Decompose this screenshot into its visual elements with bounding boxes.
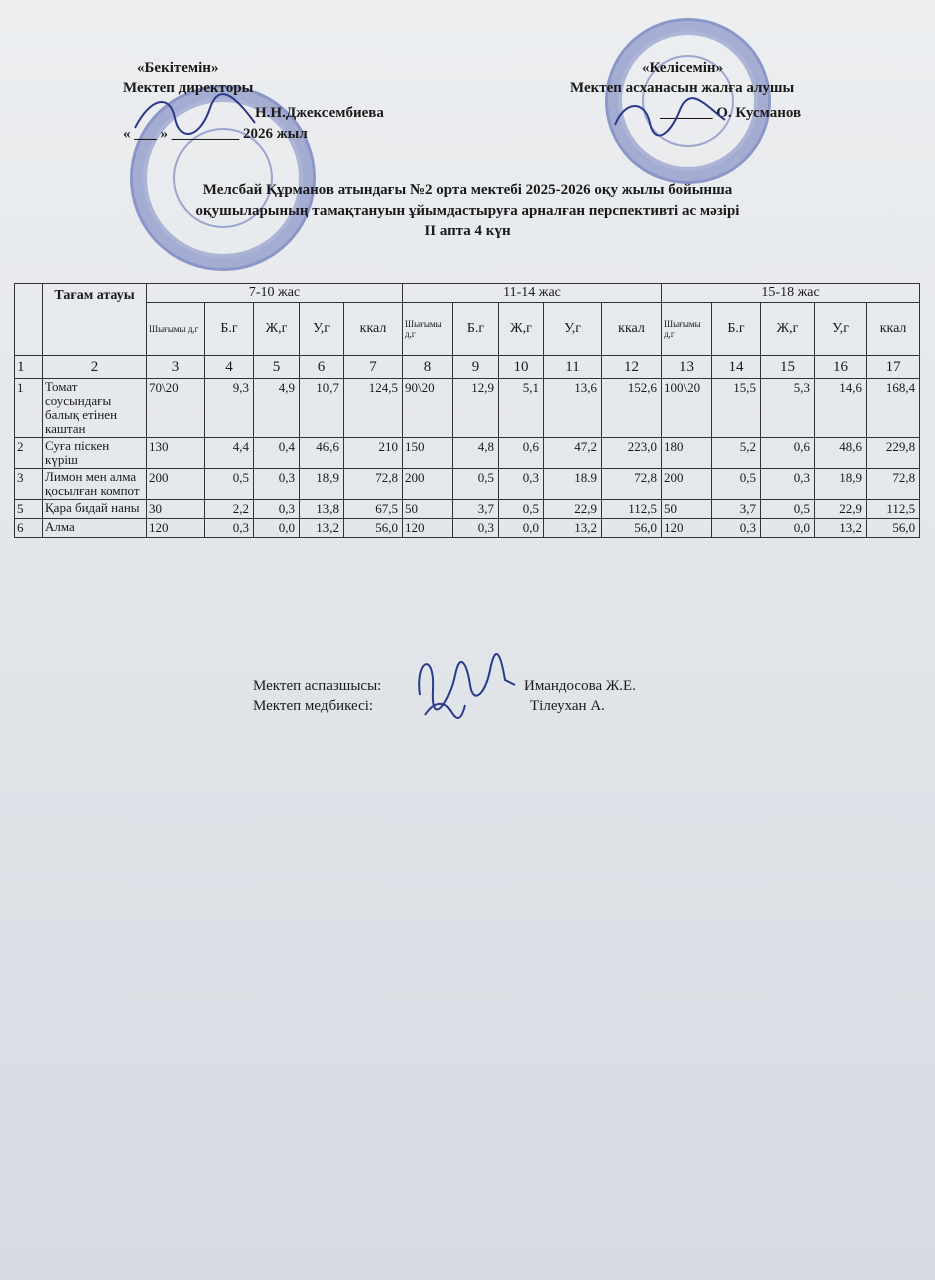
- menu-table: [14, 283, 920, 538]
- table-cell: 3,7: [453, 500, 499, 519]
- table-cell: 50: [403, 500, 453, 519]
- canteen-signature: [610, 95, 730, 140]
- table-cell: 168,4: [867, 379, 920, 438]
- dish-name: Томат соусындағы балық етінен каштан: [43, 379, 147, 438]
- table-cell: 0,3: [254, 500, 300, 519]
- director-name: Н.Н.Джексембиева: [255, 105, 384, 121]
- canteen-name: _______ О. Кусманов: [660, 105, 802, 121]
- row-number: 1: [15, 379, 43, 438]
- table-cell: 4,4: [205, 438, 254, 469]
- sub-header: У,г: [815, 303, 867, 356]
- table-cell: 56,0: [344, 519, 403, 538]
- director-role: Мектеп директоры: [123, 80, 254, 96]
- column-number: 6: [300, 356, 344, 379]
- title-line-1: Мелсбай Құрманов атындағы №2 орта мектебі 2025-2026 оқу жылы бойынша: [202, 182, 733, 198]
- table-cell: 15,5: [712, 379, 761, 438]
- nurse-name: Тілеухан А.: [530, 698, 605, 714]
- row-number: 2: [15, 438, 43, 469]
- menu-body: [15, 379, 920, 538]
- column-number: 5: [254, 356, 300, 379]
- age-group-header: 7-10 жас: [147, 284, 403, 303]
- table-cell: 14,6: [815, 379, 867, 438]
- table-cell: 200: [403, 469, 453, 500]
- table-cell: 130: [147, 438, 205, 469]
- name-header: Тағам атауы: [43, 284, 147, 356]
- approval-date: « ___ » _________ 2026 жыл: [123, 126, 308, 142]
- table-row: [15, 379, 920, 438]
- dish-name: Суға піскен күріш: [43, 438, 147, 469]
- table-cell: 13,2: [544, 519, 602, 538]
- cook-name: Имандосова Ж.Е.: [524, 678, 636, 694]
- table-cell: 0,3: [761, 469, 815, 500]
- table-cell: 10,7: [300, 379, 344, 438]
- agree-label: «Келісемін»: [642, 60, 724, 76]
- sub-header: Б.г: [205, 303, 254, 356]
- table-cell: 112,5: [867, 500, 920, 519]
- table-cell: 223,0: [602, 438, 662, 469]
- table-cell: 200: [147, 469, 205, 500]
- table-cell: 5,3: [761, 379, 815, 438]
- table-cell: 18.9: [544, 469, 602, 500]
- column-number: 8: [403, 356, 453, 379]
- column-number: 3: [147, 356, 205, 379]
- row-number: 5: [15, 500, 43, 519]
- table-subheader-row: [15, 303, 920, 356]
- table-cell: 0,0: [254, 519, 300, 538]
- table-cell: 5,2: [712, 438, 761, 469]
- table-cell: 56,0: [602, 519, 662, 538]
- approve-label: «Бекітемін»: [137, 60, 219, 76]
- table-cell: 67,5: [344, 500, 403, 519]
- cook-label: Мектеп аспазшысы:: [253, 678, 382, 694]
- sub-header: Шығымы д,г: [662, 303, 712, 356]
- table-cell: 0,5: [205, 469, 254, 500]
- table-cell: 13,8: [300, 500, 344, 519]
- table-row: [15, 469, 920, 500]
- table-cell: 210: [344, 438, 403, 469]
- table-cell: 3,7: [712, 500, 761, 519]
- table-cell: 0,3: [205, 519, 254, 538]
- table-cell: 150: [403, 438, 453, 469]
- table-cell: 5,1: [499, 379, 544, 438]
- sub-header: ккал: [602, 303, 662, 356]
- sub-header: Ж,г: [499, 303, 544, 356]
- dish-name: Алма: [43, 519, 147, 538]
- corner-cell: [15, 284, 43, 356]
- table-cell: 100\20: [662, 379, 712, 438]
- table-cell: 4,8: [453, 438, 499, 469]
- canteen-role: Мектеп асханасын жалға алушы: [570, 80, 795, 96]
- column-number: 1: [15, 356, 43, 379]
- table-header-row: [15, 284, 920, 303]
- sub-header: У,г: [300, 303, 344, 356]
- sub-header: Шығымы д,г: [147, 303, 205, 356]
- row-number: 3: [15, 469, 43, 500]
- age-group-header: 15-18 жас: [662, 284, 920, 303]
- column-number: 12: [602, 356, 662, 379]
- table-cell: 124,5: [344, 379, 403, 438]
- title-line-2: оқушыларының тамақтануын ұйымдастыруға арналған перспективті ас мәзірі: [195, 203, 740, 219]
- table-cell: 13,2: [815, 519, 867, 538]
- table-cell: 72,8: [344, 469, 403, 500]
- sub-header: Б.г: [453, 303, 499, 356]
- table-cell: 9,3: [205, 379, 254, 438]
- table-cell: 47,2: [544, 438, 602, 469]
- table-cell: 70\20: [147, 379, 205, 438]
- table-cell: 12,9: [453, 379, 499, 438]
- column-number: 7: [344, 356, 403, 379]
- column-number-row: [15, 356, 920, 379]
- dish-name: Лимон мен алма қосылған компот: [43, 469, 147, 500]
- table-cell: 120: [147, 519, 205, 538]
- table-cell: 112,5: [602, 500, 662, 519]
- director-signature: [130, 88, 260, 148]
- column-number: 11: [544, 356, 602, 379]
- table-cell: 0,3: [453, 519, 499, 538]
- table-cell: 2,2: [205, 500, 254, 519]
- table-cell: 22,9: [815, 500, 867, 519]
- sub-header: ккал: [867, 303, 920, 356]
- table-cell: 0,3: [499, 469, 544, 500]
- table-cell: 13,6: [544, 379, 602, 438]
- cook-signature: [405, 640, 525, 730]
- column-number: 16: [815, 356, 867, 379]
- table-cell: 0,3: [712, 519, 761, 538]
- column-number: 9: [453, 356, 499, 379]
- table-cell: 56,0: [867, 519, 920, 538]
- age-group-header: 11-14 жас: [403, 284, 662, 303]
- table-row: [15, 500, 920, 519]
- row-number: 6: [15, 519, 43, 538]
- table-row: [15, 519, 920, 538]
- table-cell: 0,5: [712, 469, 761, 500]
- table-cell: 4,9: [254, 379, 300, 438]
- table-cell: 0,3: [254, 469, 300, 500]
- table-cell: 0,4: [254, 438, 300, 469]
- nurse-label: Мектеп медбикесі:: [253, 698, 374, 714]
- column-number: 2: [43, 356, 147, 379]
- table-cell: 120: [403, 519, 453, 538]
- title-line-3: ІІ апта 4 күн: [424, 223, 511, 239]
- table-cell: 90\20: [403, 379, 453, 438]
- sub-header: Ж,г: [761, 303, 815, 356]
- table-cell: 48,6: [815, 438, 867, 469]
- column-number: 14: [712, 356, 761, 379]
- table-cell: 0,6: [499, 438, 544, 469]
- table-row: [15, 438, 920, 469]
- table-cell: 50: [662, 500, 712, 519]
- column-number: 10: [499, 356, 544, 379]
- column-number: 15: [761, 356, 815, 379]
- column-number: 4: [205, 356, 254, 379]
- table-cell: 72,8: [867, 469, 920, 500]
- table-cell: 18,9: [815, 469, 867, 500]
- sub-header: Ж,г: [254, 303, 300, 356]
- table-cell: 200: [662, 469, 712, 500]
- sub-header: ккал: [344, 303, 403, 356]
- table-cell: 22,9: [544, 500, 602, 519]
- table-cell: 120: [662, 519, 712, 538]
- table-cell: 0,5: [761, 500, 815, 519]
- table-cell: 180: [662, 438, 712, 469]
- table-cell: 0,6: [761, 438, 815, 469]
- dish-name: Қара бидай наны: [43, 500, 147, 519]
- table-cell: 46,6: [300, 438, 344, 469]
- sub-header: У,г: [544, 303, 602, 356]
- table-cell: 0,5: [453, 469, 499, 500]
- table-cell: 72,8: [602, 469, 662, 500]
- sub-header: Шығымы д,г: [403, 303, 453, 356]
- column-number: 17: [867, 356, 920, 379]
- table-cell: 0,0: [761, 519, 815, 538]
- table-cell: 30: [147, 500, 205, 519]
- table-cell: 0,5: [499, 500, 544, 519]
- table-cell: 0,0: [499, 519, 544, 538]
- column-number: 13: [662, 356, 712, 379]
- table-cell: 13,2: [300, 519, 344, 538]
- table-cell: 18,9: [300, 469, 344, 500]
- table-cell: 229,8: [867, 438, 920, 469]
- sub-header: Б.г: [712, 303, 761, 356]
- table-cell: 152,6: [602, 379, 662, 438]
